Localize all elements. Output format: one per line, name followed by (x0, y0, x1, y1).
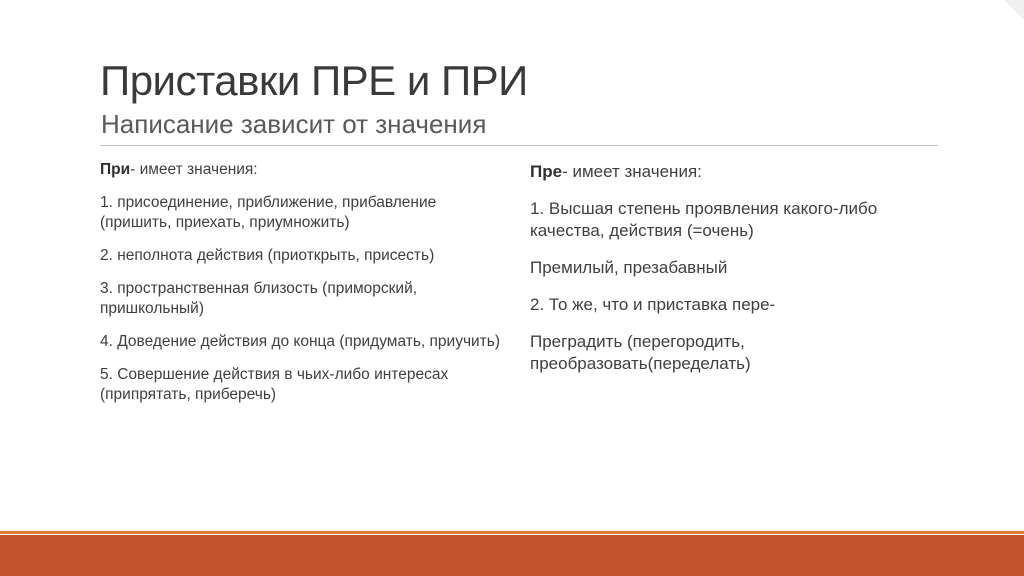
title-divider (100, 145, 938, 146)
left-item-4: 4. Доведение действия до конца (придумать, приучить) (100, 333, 501, 350)
right-column-heading (530, 161, 930, 183)
left-column (100, 160, 510, 418)
right-heading-text: - имеет значения: (562, 162, 702, 181)
footer-accent-line (0, 531, 1024, 534)
right-item-3: 2. То же, что и приставка пере- (530, 295, 776, 314)
right-item-2: Премилый, презабавный (530, 258, 728, 277)
left-item-2: 2. неполнота действия (приоткрыть, присесть) (100, 247, 435, 264)
slide-title: Приставки ПРЕ и ПРИ (100, 57, 528, 104)
corner-decoration (1004, 0, 1024, 20)
right-item-1: 1. Высшая степень проявления какого-либо качества, действия (=очень) (530, 199, 878, 240)
footer-bar (0, 535, 1024, 576)
right-column (530, 161, 930, 390)
slide-subtitle: Написание зависит от значения (101, 109, 487, 139)
right-item-4: Преградить (перегородить, преобразовать(переделать) (530, 332, 751, 373)
left-heading-prefix: При (100, 161, 131, 178)
right-heading-prefix: Пре (530, 162, 563, 181)
left-item-5: 5. Совершение действия в чьих-либо интересах (припрятать, приберечь) (100, 366, 449, 403)
left-item-1: 1. присоединение, приближение, прибавление (пришить, приехать, приумножить) (100, 194, 437, 231)
left-heading-text: - имеет значения: (130, 161, 258, 178)
left-item-3: 3. пространственная близость (приморский, пришкольный) (100, 280, 418, 317)
left-column-heading (100, 160, 510, 180)
